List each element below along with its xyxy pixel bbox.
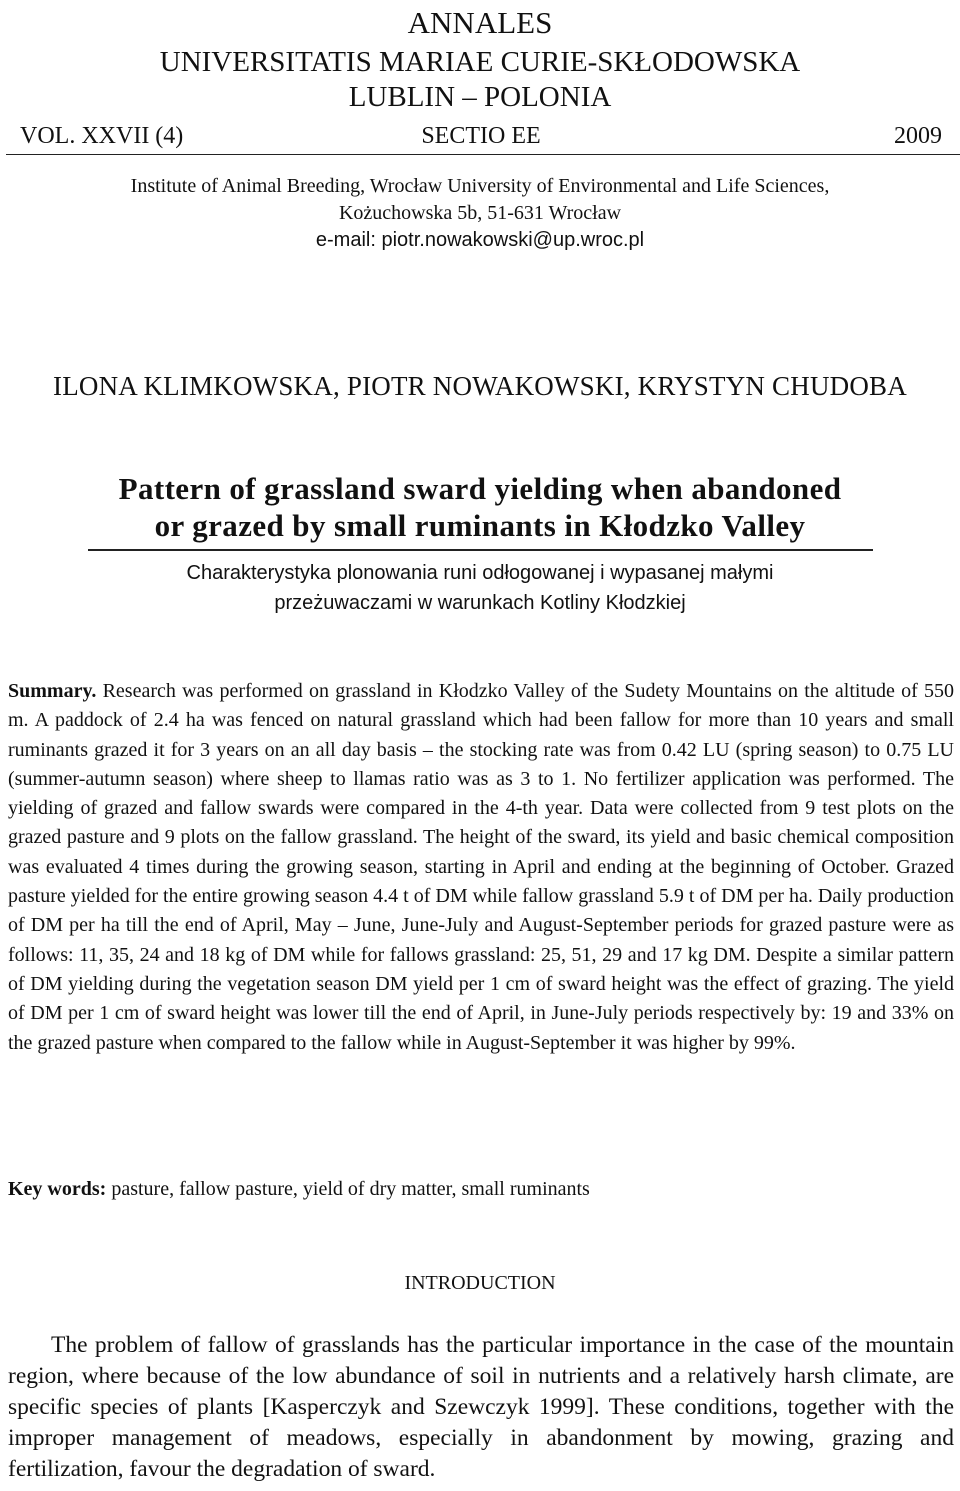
- section-heading-introduction: INTRODUCTION: [404, 1272, 556, 1294]
- header-divider: [6, 154, 960, 155]
- affiliation-institute: Institute of Animal Breeding, Wrocław University of Environmental and Life Sciences,: [130, 175, 830, 197]
- author-list: ILONA KLIMKOWSKA, PIOTR NOWAKOWSKI, KRYSTYN CHUDOBA: [53, 371, 907, 401]
- summary-paragraph: [8, 677, 954, 1058]
- polish-title-line1: Charakterystyka plonowania runi odłogowanej i wypasanej małymi: [186, 562, 774, 584]
- title-underline: [88, 549, 873, 551]
- journal-university: UNIVERSITATIS MARIAE CURIE-SKŁODOWSKA: [159, 46, 801, 78]
- journal-location: LUBLIN – POLONIA: [348, 81, 612, 113]
- section-label: SECTIO EE: [421, 123, 541, 149]
- keywords-label: Key words:: [8, 1178, 107, 1200]
- polish-title-line2: przeżuwaczami w warunkach Kotliny Kłodzkiej: [274, 592, 686, 614]
- paper-title-line2: or grazed by small ruminants in Kłodzko Valley: [154, 508, 806, 543]
- volume-number: VOL. XXVII (4): [20, 123, 184, 149]
- keywords-text: pasture, fallow pasture, yield of dry matter, small ruminants: [111, 1178, 590, 1200]
- journal-name: ANNALES: [407, 5, 553, 40]
- affiliation-address: Kożuchowska 5b, 51-631 Wrocław: [338, 202, 622, 224]
- keywords-line: [8, 1174, 954, 1204]
- introduction-paragraph: The problem of fallow of grasslands has the particular importance in the case of the mountain region, where because of the low abundance of soil in nutrients and a relatively harsh climate, are specific species of plants [Kasperczyk and Szewczyk 1999]. These conditions, together with the improper management of meadows, especially in abandonment by mowing, grazing and fertilization, favour the degradation of sward.: [8, 1332, 954, 1482]
- volume-year: 2009: [894, 123, 942, 149]
- affiliation-email: e-mail: piotr.nowakowski@up.wroc.pl: [315, 229, 645, 251]
- summary-text: Research was performed on grassland in Kłodzko Valley of the Sudety Mountains on the altitude of 550 m. A paddock of 2.4 ha was fenced on natural grassland which had been fallow for more than 10 years and small ruminants grazed it for 3 years on an all day basis – the stocking rate was from 0.42 LU (spring season) to 0.75 LU (summer-autumn season) where sheep to llamas ratio was as 3 to 1. No fertilizer application was performed. The yielding of grazed and fallow swards were compared in the 4-th year. Data were collected from 9 test plots on the grazed pasture and 9 plots on the fallow grassland. The height of the sward, its yield and basic chemical composition was evaluated 4 times during the growing season, starting in April and ending at the beginning of October. Grazed pasture yielded for the entire growing season 4.4 t of DM while fallow grassland 5.9 t of DM per ha. Daily production of DM per ha till the end of April, May – June, June-July and August-September periods for grazed pasture were as follows: 11, 35, 24 and 18 kg of DM while for fallows grassland: 25, 51, 29 and 17 kg DM. Despite a similar pattern of DM yielding during the vegetation season DM yield per 1 cm of sward height was the effect of grazing. The yield of DM per 1 cm of sward height was lower till the end of April, in June-July periods respectively by: 19 and 33% on the grazed pasture when compared to the fallow while in August-September it was higher by 99%.: [8, 680, 954, 1054]
- summary-label: Summary.: [8, 680, 97, 702]
- paper-title-line1: Pattern of grassland sward yielding when abandoned: [118, 471, 842, 506]
- volume-row: [20, 119, 942, 153]
